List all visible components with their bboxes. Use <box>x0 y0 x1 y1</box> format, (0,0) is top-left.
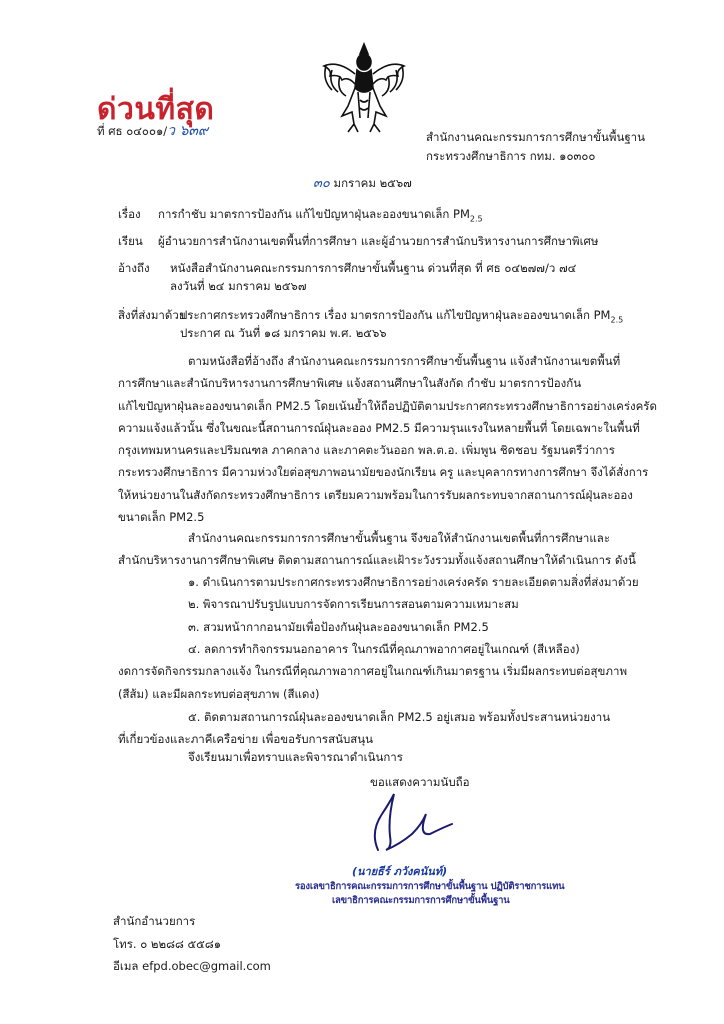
subject-label: เรื่อง <box>118 207 141 221</box>
subject-line <box>118 206 483 227</box>
paragraph-line: กรุงเทพมหานครและปริมณฑล ภาคกลาง และภาคตะวันออก พล.ต.อ. เพิ่มพูน ชิดชอบ รัฐมนตรีว่าการ <box>118 443 615 458</box>
signer-position-line1: รองเลขาธิการคณะกรรมการการศึกษาขั้นพื้นฐาน ปฏิบัติราชการแทน <box>295 881 565 892</box>
action-item-4 <box>118 638 678 705</box>
paragraph-line: ที่เกี่ยวข้องและภาคีเครือข่าย เพื่อขอรับการสนับสนุน <box>118 732 374 747</box>
action-items <box>188 571 639 638</box>
body-paragraph-1 <box>118 350 678 528</box>
action-item-3: ๓. สวมหน้ากากอนามัยเพื่อป้องกันฝุ่นละอองขนาดเล็ก PM2.5 <box>188 619 489 634</box>
handwritten-date-day: ๓๐ <box>313 176 330 191</box>
reference-text-line2: ลงวันที่ ๒๔ มกราคม ๒๕๖๗ <box>170 279 307 293</box>
signer-position-line2: เลขาธิการคณะกรรมการการศึกษาขั้นพื้นฐาน <box>332 895 510 906</box>
paragraph-line: (สีส้ม) และมีผลกระทบต่อสุขภาพ (สีแดง) <box>118 686 320 701</box>
recipient-text: ผู้อำนวยการสำนักงานเขตพื้นที่การศึกษา และผู้อำนวยการสำนักบริหารงานการศึกษาพิเศษ <box>158 234 599 248</box>
paragraph-line: ๕. ติดตามสถานการณ์ฝุ่นละอองขนาดเล็ก PM2.5 อยู่เสมอ พร้อมทั้งประสานหน่วยงาน <box>188 710 611 724</box>
paragraph-line: ๔. ลดการทำกิจกรรมนอกอาคาร ในกรณีที่คุณภาพอากาศอยู่ในเกณฑ์ (สีเหลือง) <box>188 642 580 656</box>
action-item-5 <box>118 706 678 751</box>
footer-email: อีเมล efpd.obec@gmail.com <box>113 959 271 973</box>
closing-request: จึงเรียนมาเพื่อทราบและพิจารณาดำเนินการ <box>188 750 403 764</box>
garuda-emblem-icon <box>318 40 410 136</box>
paragraph-line: การศึกษาและสำนักบริหารงานการศึกษาพิเศษ แจ้งสถานศึกษาในสังกัด กำชับ มาตรการป้องกัน <box>118 376 582 391</box>
issuing-ministry-address: กระทรวงศึกษาธิการ กทม. ๑๐๓๐๐ <box>426 149 596 163</box>
footer-office: สำนักอำนวยการ <box>113 914 196 928</box>
letter-date <box>313 175 412 192</box>
urgency-stamp: ด่วนที่สุด <box>97 92 215 127</box>
paragraph-line: ความแจ้งแล้วนั้น ซึ่งในขณะนี้สถานการณ์ฝุ่นละออง PM2.5 มีความรุนแรงในหลายพื้นที่ โดยเฉพาะในพื้นที่ <box>118 420 640 435</box>
subject-subscript: 2.5 <box>469 214 483 224</box>
signer-name: (นายธีร์ ภวังคนันท์) <box>352 865 448 878</box>
paragraph-line: กระทรวงศึกษาธิการ มีความห่วงใยต่อสุขภาพอนามัยของนักเรียน ครู และบุคลากรทางการศึกษา จึงได้สั่งการ <box>118 465 649 480</box>
reference-line <box>118 260 576 276</box>
handwritten-signature <box>360 784 470 856</box>
enclosure-text-line2: ประกาศ ณ วันที่ ๑๘ มกราคม พ.ศ. ๒๕๖๖ <box>180 326 387 340</box>
recipient-line <box>118 233 598 249</box>
issuing-office: สำนักงานคณะกรรมการการศึกษาขั้นพื้นฐาน <box>426 130 645 144</box>
paragraph-line: ขนาดเล็ก PM2.5 <box>118 510 205 525</box>
paragraph-line: สำนักงานคณะกรรมการการศึกษาขั้นพื้นฐาน จึงขอให้สำนักงานเขตพื้นที่การศึกษาและ <box>188 531 611 545</box>
body-paragraph-2 <box>118 527 678 572</box>
action-item-1: ๑. ดำเนินการตามประกาศกระทรวงศึกษาธิการอย่างเคร่งครัด รายละเอียดตามสิ่งที่ส่งมาด้วย <box>188 575 639 589</box>
handwritten-reference-number: ว ๖๓๙ <box>167 123 209 139</box>
reference-prefix: ที่ ศธ ๐๔๐๐๑/ <box>97 124 168 138</box>
reference-text-line1: หนังสือสำนักงานคณะกรรมการการศึกษาขั้นพื้นฐาน ด่วนที่สุด ที่ ศธ ๐๔๒๗๗/ว ๗๔ <box>170 261 577 275</box>
paragraph-line: ตามหนังสือที่อ้างถึง สำนักงานคณะกรรมการการศึกษาขั้นพื้นฐาน แจ้งสำนักงานเขตพื้นที่ <box>188 354 621 368</box>
footer-phone: โทร. ๐ ๒๒๘๘ ๕๕๘๑ <box>113 937 222 951</box>
action-item-2: ๒. พิจารณาปรับรูปแบบการจัดการเรียนการสอนตามความเหมาะสม <box>188 597 519 612</box>
paragraph-line: ให้หน่วยงานในสังกัดกระทรวงศึกษาธิการ เตรียมความพร้อมในการรับผลกระทบจากสถานการณ์ฝุ่นละออง <box>118 487 633 502</box>
enclosure-label: สิ่งที่ส่งมาด้วย <box>118 308 186 322</box>
reference-label: อ้างถึง <box>118 261 150 275</box>
date-month-year: มกราคม ๒๕๖๗ <box>333 176 412 190</box>
reference-number <box>97 123 208 139</box>
paragraph-line: งดการจัดกิจกรรมกลางแจ้ง ในกรณีที่คุณภาพอากาศอยู่ในเกณฑ์เกินมาตรฐาน เริ่มมีผลกระทบต่อสุขภาพ <box>118 664 628 679</box>
paragraph-line: แก้ไขปัญหาฝุ่นละอองขนาดเล็ก PM2.5 โดยเน้นย้ำให้ถือปฏิบัติตามประกาศกระทรวงศึกษาธิการอย่างเคร่งครัด <box>118 398 657 413</box>
recipient-label: เรียน <box>118 234 143 248</box>
enclosure-text-line1: ประกาศกระทรวงศึกษาธิการ เรื่อง มาตรการป้องกัน แก้ไขปัญหาฝุ่นละอองขนาดเล็ก PM <box>180 308 611 322</box>
subject-text: การกำชับ มาตรการป้องกัน แก้ไขปัญหาฝุ่นละอองขนาดเล็ก PM <box>158 207 470 221</box>
closing-salutation: ขอแสดงความนับถือ <box>370 775 470 789</box>
enclosure-subscript: 2.5 <box>610 315 624 325</box>
paragraph-line: สำนักบริหารงานการศึกษาพิเศษ ติดตามสถานการณ์และเฝ้าระวังรวมทั้งแจ้งสถานศึกษาให้ดำเนินการ ดังนี้ <box>118 553 636 568</box>
